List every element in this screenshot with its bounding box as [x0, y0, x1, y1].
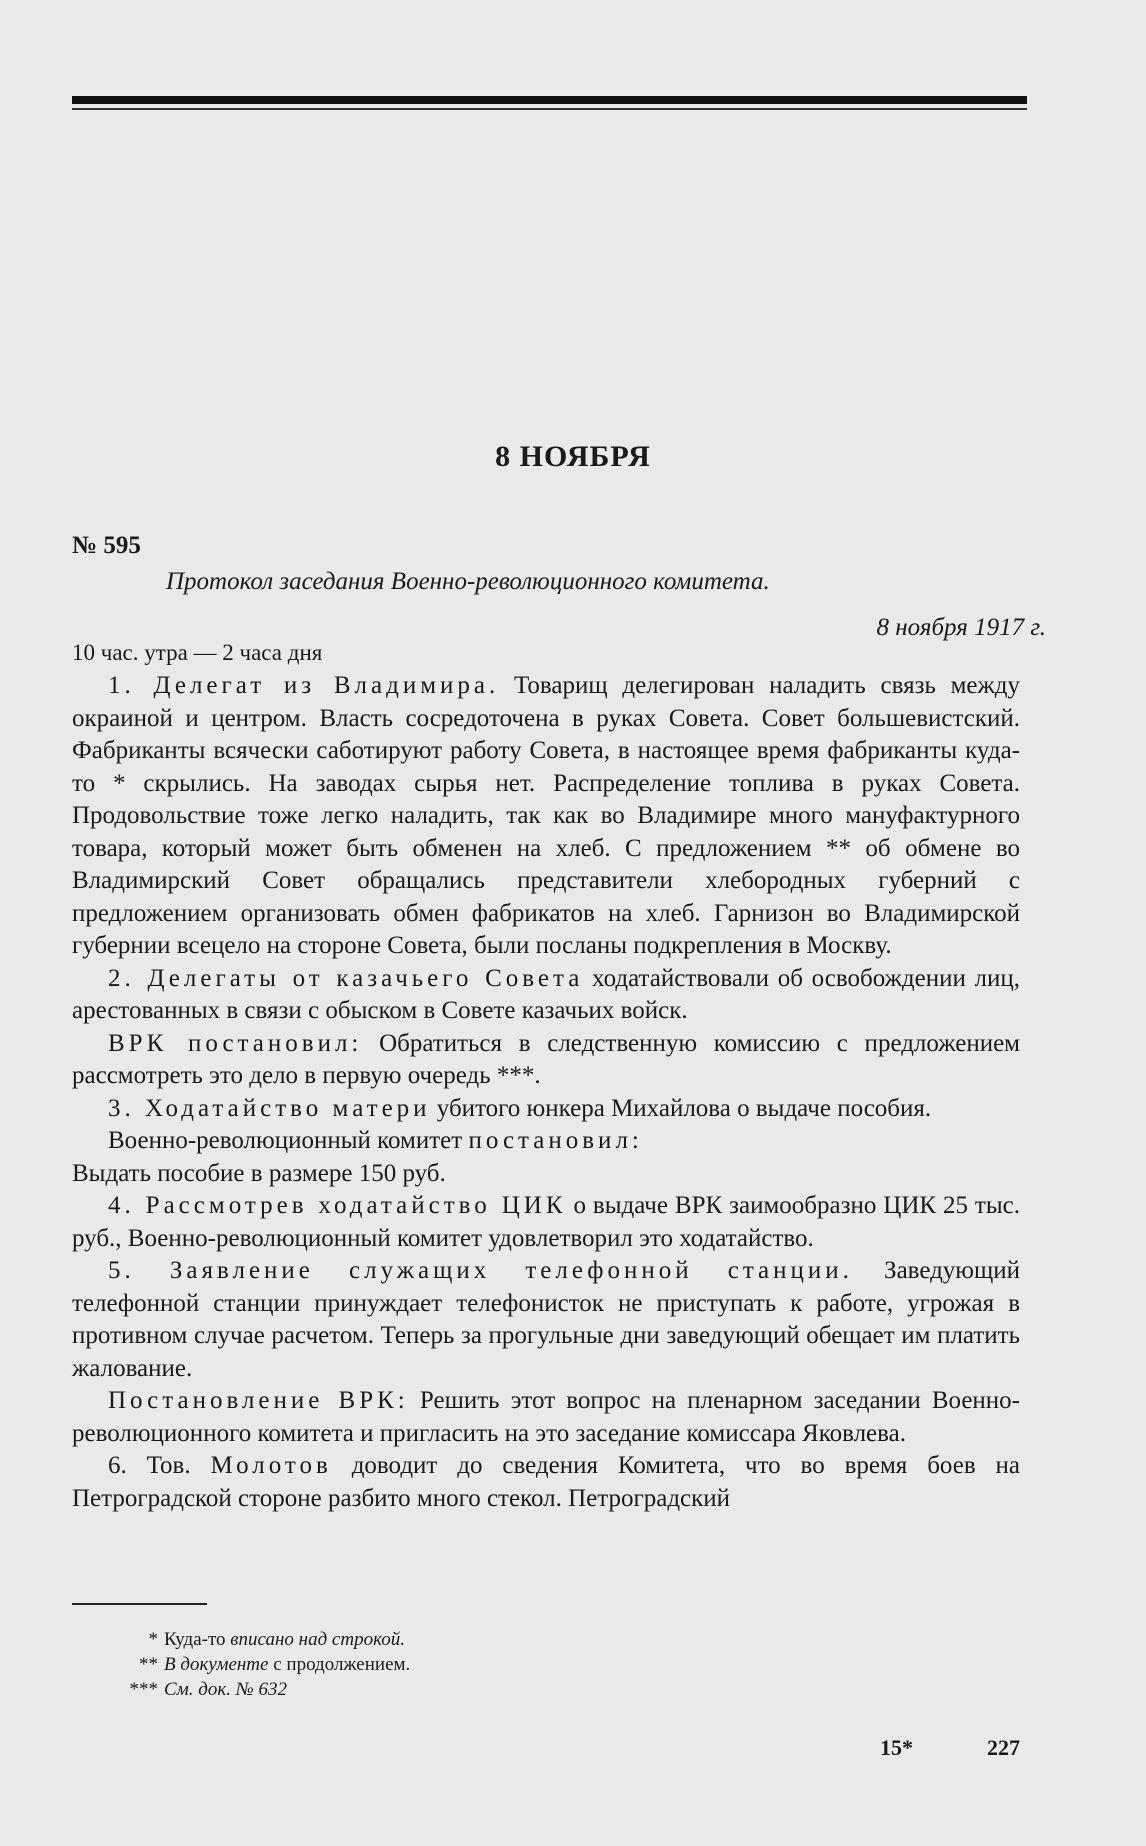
footnote-text: с продолжением.: [268, 1654, 411, 1675]
document-date: 8 ноября 1917 г.: [876, 614, 1046, 641]
footnote-mark: **: [139, 1654, 158, 1675]
footnote-italic-text: В документе: [164, 1654, 269, 1675]
date-heading: 8 НОЯБРЯ: [495, 440, 651, 473]
protocol-body: [72, 670, 1020, 1515]
top-rule-thin: [72, 108, 1027, 110]
document-title: Протокол заседания Военно-революционного комитета.: [166, 568, 770, 595]
paragraph-3-lead: 3. Ходатайство матери: [108, 1094, 431, 1122]
paragraph-2-decision-text: Обратиться в следственную комиссию с предложением рассмотреть это дело в первую очередь ***.: [72, 1029, 1020, 1089]
paragraph-5-decision-lead: Постановление ВРК:: [108, 1387, 409, 1414]
footnote-italic-text: См. док. № 632: [164, 1679, 287, 1700]
footnote-italic-text: вписано над строкой.: [230, 1629, 406, 1650]
top-rule-thick: [72, 96, 1027, 104]
paragraph-5-decision-text: Решить этот вопрос на пленарном заседании Военно-революционного комитета и пригласить на это заседание комиссара Яковлева.: [72, 1387, 1021, 1447]
paragraph-6-pre: 6. Тов.: [108, 1452, 211, 1479]
paragraph-6-text: доводит до сведения Комитета, что во время боев на Петроградской стороне разбито много стекол. Петроградский: [72, 1452, 1020, 1512]
paragraph-2-text: ходатайствовали об освобождении лиц, арестованных в связи с обыском в Совете казачьих войск.: [72, 964, 1020, 1024]
paragraph-4-text: о выдаче ВРК заимообразно ЦИК 25 тыс. руб., Военно-революционный комитет удовлетворил это ходатайство.: [72, 1192, 1020, 1252]
footnote-3: [128, 1677, 410, 1702]
footnote-mark: ***: [129, 1679, 158, 1700]
paragraph-5-lead: 5. Заявление служащих телефонной станции.: [108, 1257, 853, 1284]
paragraph-2: [72, 963, 1020, 1028]
paragraph-3-decision: [72, 1125, 1020, 1158]
paragraph-3: [72, 1093, 1020, 1126]
page-number: 227: [987, 1735, 1020, 1760]
footnote-text: Куда-то: [164, 1629, 231, 1650]
paragraph-6-lead: Молотов: [210, 1452, 332, 1479]
signature-mark: 15*: [880, 1735, 913, 1760]
paragraph-5-text: Заведующий телефонной станции принуждает телефонисток не приступать к работе, угрожая в противном случае расчетом. Теперь за прогульные дни заведующий обещает им платить жалование.: [72, 1257, 1020, 1382]
paragraph-4-lead: 4. Рассмотрев ходатайство ЦИК: [108, 1192, 567, 1219]
footnote-rule: [72, 1603, 207, 1605]
footnotes: [128, 1627, 410, 1702]
paragraph-3-decision-b: Выдать пособие в размере 150 руб.: [72, 1159, 446, 1187]
paragraph-6: [72, 1450, 1020, 1515]
footnote-1: [128, 1627, 410, 1652]
paragraph-3-text: убитого юнкера Михайлова о выдаче пособия.: [430, 1094, 932, 1122]
paragraph-3-decision-a: Военно-революционный комитет: [108, 1127, 469, 1154]
paragraph-1-lead: 1. Делегат из Владимира.: [108, 672, 500, 699]
paragraph-5: [72, 1255, 1020, 1385]
paragraph-1: [72, 670, 1020, 963]
paragraph-3-decision-verb: постановил:: [468, 1127, 643, 1154]
document-number: № 595: [72, 532, 141, 559]
paragraph-5-decision: [72, 1385, 1020, 1450]
paragraph-2-lead: 2. Делегаты от казачьего Совета: [108, 964, 584, 992]
paragraph-4: [72, 1190, 1020, 1255]
paragraph-1-text: Товарищ делегирован наладить связь между окраиной и центром. Власть сосредоточена в руках Совета. Совет большевистский. Фабриканты всячески саботируют работу Совета, в настоящее время фабриканты куда-то * скрылись. На заводах сырья нет. Распределение топлива в руках Совета. Продовольствие тоже легко наладить, так как во Владимире много мануфактурного товара, который может быть обменен на хлеб. С предложением ** об обмене во Владимирский Совет обращались представители хлебородных губерний с предложением организовать обмен фабрикатов на хлеб. Гарнизон во Владимирской губернии всецело на стороне Совета, были посланы подкрепления в Москву.: [72, 672, 1020, 959]
paragraph-2-decision-lead: ВРК постановил:: [108, 1029, 363, 1057]
footnote-2: [128, 1652, 410, 1677]
paragraph-2-decision: [72, 1028, 1020, 1093]
footnote-mark: *: [148, 1629, 158, 1650]
meeting-time: 10 час. утра — 2 часа дня: [72, 640, 323, 665]
